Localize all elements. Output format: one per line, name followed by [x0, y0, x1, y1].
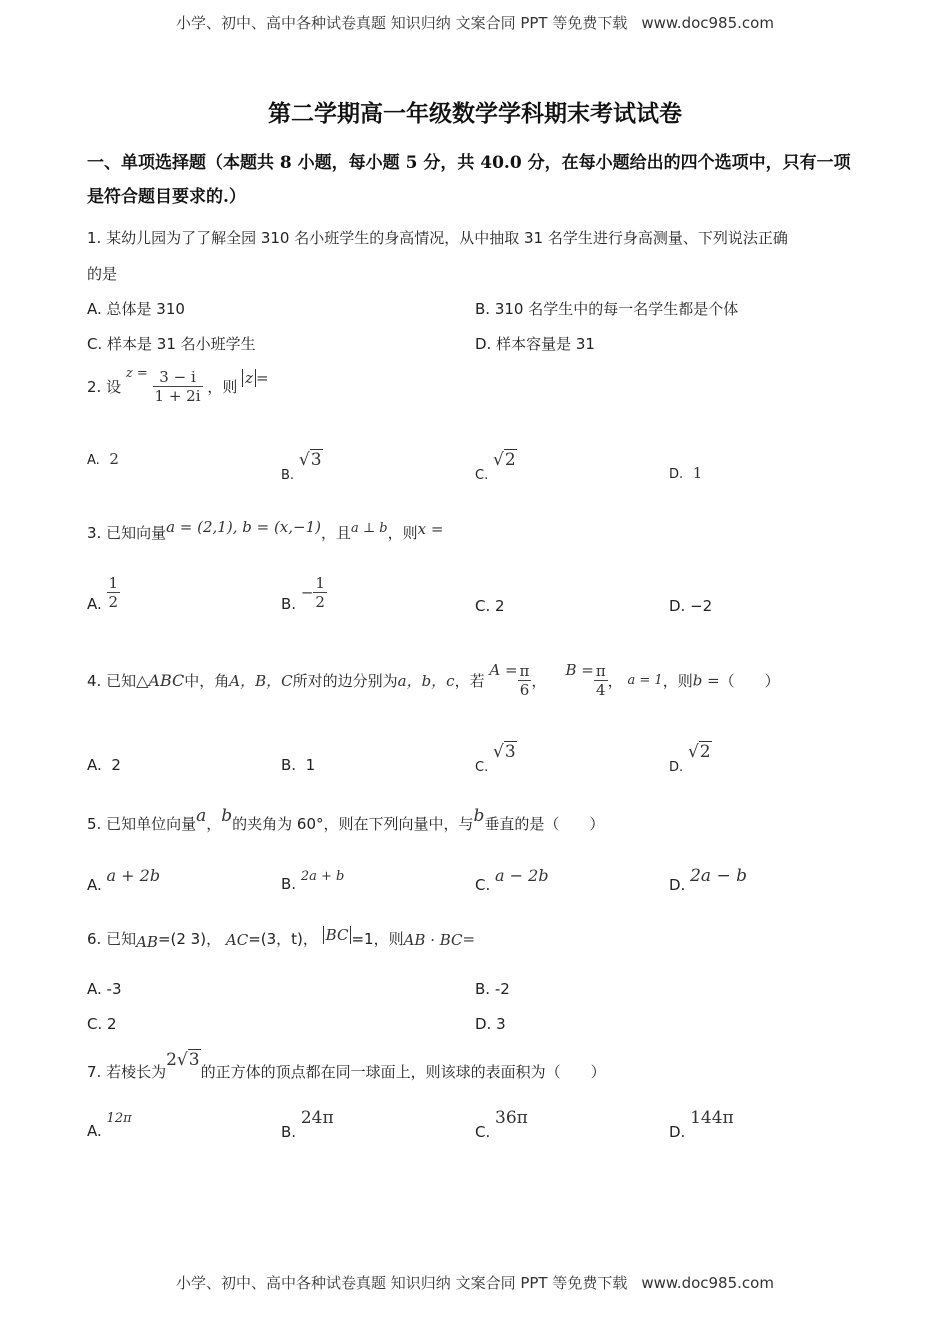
page-title: 第二学期高一年级数学学科期末考试试卷: [268, 100, 682, 127]
q5-b: b: [221, 806, 233, 826]
q3-stem: [87, 518, 444, 543]
q1-option-c: C. 样本是 31 名小班学生: [87, 335, 256, 353]
q5-a-value: a + 2b: [106, 866, 161, 885]
q3-mid2: ，则: [387, 524, 418, 542]
footer-text: 小学、初中、高中各种试卷真题 知识归纳 文案合同 PPT 等免费下载: [176, 1274, 628, 1292]
q3-vectors: a = (2,1), b = (x,−1): [166, 518, 321, 536]
q6-eq: =: [462, 930, 476, 948]
q4-d-radicand: 2: [699, 742, 711, 762]
q4-B-den: 4: [596, 681, 606, 699]
q2-a-label: A.: [87, 453, 100, 468]
q2-b-sqrt: √3: [298, 450, 322, 470]
q7-option-c: [475, 1108, 528, 1141]
q4-A-den: 6: [519, 681, 530, 699]
q2-z: z =: [125, 366, 148, 381]
q6-dot-product: AB · BC: [403, 931, 463, 949]
q3-mid: ，且: [321, 524, 352, 542]
q6-stem: [87, 928, 475, 949]
q4-c-label: C.: [475, 760, 489, 775]
q4-B: B =: [565, 661, 594, 679]
q1-option-a: A. 总体是 310: [87, 300, 185, 318]
q4-option-b: [281, 756, 315, 774]
q4-b-label: B.: [281, 756, 297, 774]
q2-mid: ，则: [207, 378, 238, 396]
q5-a: a: [196, 806, 207, 826]
q4-triangle: △ABC: [136, 671, 185, 690]
q7-prefix: 7. 若棱长为: [87, 1063, 167, 1081]
q5-b-label: B.: [281, 875, 297, 893]
q7-b-label: B.: [281, 1123, 297, 1141]
q2-prefix: 2. 设: [87, 378, 122, 396]
q4-mid3: ，若: [454, 672, 485, 690]
q4-option-c: [475, 742, 517, 775]
q7-edge-sqrt: √3: [176, 1050, 200, 1070]
q6-AB: AB: [136, 933, 158, 951]
q5-c-label: C.: [475, 876, 491, 894]
q6-BC-value: =1，则: [351, 930, 404, 948]
q6-option-b: B. -2: [475, 980, 510, 998]
footer-site-link[interactable]: www.doc985.com: [641, 1274, 774, 1292]
section-heading: 一、单项选择题（本题共 8 小题，每小题 5 分，共 40.0 分，在每小题给出的四个选项中，只有一项是符合题目要求的.）: [87, 153, 851, 207]
q5-prefix: 5. 已知单位向量: [87, 815, 197, 833]
q5-a-label: A.: [87, 876, 102, 894]
header-text: 小学、初中、高中各种试卷真题 知识归纳 文案合同 PPT 等免费下载: [176, 14, 628, 32]
q5-option-a: [87, 866, 160, 894]
q7-c-label: C.: [475, 1123, 491, 1141]
q2-stem: [87, 366, 269, 405]
q2-option-d: [669, 464, 702, 482]
q7-stem: [87, 1050, 606, 1082]
q7-c-value: 36π: [495, 1108, 528, 1128]
q7-edge-radicand: 3: [188, 1050, 200, 1070]
q2-abs-z: z: [242, 369, 256, 387]
q4-d-label: D.: [669, 760, 684, 775]
q3-option-b: [281, 574, 327, 613]
q3-perp: a ⊥ b: [351, 521, 388, 536]
q6-option-c: C. 2: [87, 1015, 117, 1033]
q4-c-sqrt: √3: [493, 742, 516, 762]
q2-denominator: 1 + 2i: [154, 387, 201, 405]
q3-a-fraction: [107, 574, 121, 611]
q4-b: b =: [692, 671, 720, 690]
page-footer: [0, 1272, 950, 1293]
q5-option-d: [669, 866, 747, 894]
q3-a-den: 2: [108, 593, 119, 611]
q4-option-d: [669, 742, 712, 775]
q4-condition: a = 1: [627, 673, 663, 688]
q5-c-value: a − 2b: [495, 866, 549, 885]
q7-suffix: 的正方体的顶点都在同一球面上，则该球的表面积为（ ）: [200, 1063, 606, 1081]
q5-b-value: 2a + b: [300, 869, 345, 884]
q4-option-a: [87, 756, 121, 774]
q4-d-sqrt: √2: [687, 742, 711, 762]
q4-A: A =: [489, 661, 518, 679]
q7-option-a: [87, 1108, 132, 1140]
q3-x: x =: [417, 520, 444, 538]
q1-stem-line2: 的是: [87, 265, 118, 283]
q6-BC: BC: [323, 926, 352, 944]
q5-stem: [87, 806, 604, 834]
q3-b-sign: −: [300, 583, 314, 602]
q6-AC: AC: [225, 931, 249, 949]
q3-b-label: B.: [281, 595, 297, 613]
q4-B-num: π: [595, 662, 606, 680]
q7-d-label: D.: [669, 1123, 686, 1141]
q7-a-value: 12π: [106, 1111, 132, 1126]
q2-fraction: [153, 368, 203, 405]
q4-then: ，则: [662, 672, 693, 690]
q6-option-d: D. 3: [475, 1015, 506, 1033]
q4-prefix: 4. 已知: [87, 672, 137, 690]
q2-option-b: [281, 450, 323, 483]
q2-numerator: 3 − i: [153, 368, 203, 387]
q3-a-label: A.: [87, 595, 102, 613]
q1-option-d: D. 样本容量是 31: [475, 335, 595, 353]
q2-option-c: [475, 450, 517, 483]
q3-b-fraction: [313, 574, 327, 611]
q6-option-a: A. -3: [87, 980, 122, 998]
q5-option-b: [281, 866, 344, 893]
page-header: [0, 12, 950, 33]
q6-AB-value: =(2 3)，: [157, 930, 222, 948]
q5-option-c: [475, 866, 549, 894]
q2-option-a: [87, 450, 119, 468]
q3-prefix: 3. 已知向量: [87, 524, 167, 542]
q2-a-value: 2: [109, 450, 119, 468]
q6-AC-value: =(3，t)，: [248, 930, 318, 948]
q4-stem: 4. 已知△ABC中，角A，B，C所对的边分别为a，b，c，若 A = $\frac{\pi}{6}$ ， B = $\frac{\pi}{4}$ ， a = 1，则b =（ ）: [87, 661, 780, 699]
q2-c-sqrt: √2: [493, 450, 516, 470]
q2-c-radicand: 2: [504, 450, 516, 470]
q4-A-num: π: [519, 662, 530, 680]
q3-option-c: C. 2: [475, 597, 505, 615]
q4-c-radicand: 3: [504, 742, 516, 762]
q3-option-d: D. −2: [669, 597, 713, 615]
q5-sep: ，: [206, 815, 222, 833]
q2-c-label: C.: [475, 468, 489, 483]
q3-a-num: 1: [108, 574, 119, 592]
q7-b-value: 24π: [300, 1108, 334, 1128]
q4-mid2: 所对的边分别为: [292, 672, 398, 690]
q5-d-label: D.: [669, 876, 686, 894]
q4-a-value: 2: [111, 756, 121, 774]
q4-sides: a，b，c: [397, 672, 455, 690]
q4-A-fraction: [518, 662, 532, 699]
q4-b-value: 1: [305, 756, 316, 774]
q4-B-fraction: [594, 662, 608, 699]
q5-d-value: 2a − b: [690, 866, 747, 886]
header-site-link[interactable]: www.doc985.com: [641, 14, 774, 32]
q6-prefix: 6. 已知: [87, 930, 137, 948]
q5-suffix: 垂直的是（ ）: [484, 815, 605, 833]
q3-b-num: 1: [315, 574, 325, 592]
q1-stem-line1: 1. 某幼儿园为了了解全园 310 名小班学生的身高情况，从中抽取 31 名学生进行身高测量、下列说法正确: [87, 229, 788, 247]
q2-d-value: 1: [692, 464, 703, 482]
q4-mid: 中，角: [184, 672, 230, 690]
q5-mid: 的夹角为 60°，则在下列向量中，与: [232, 815, 474, 833]
q4-a-label: A.: [87, 756, 102, 774]
q7-edge-coef: 2: [166, 1050, 177, 1070]
q7-a-label: A.: [87, 1122, 102, 1140]
q2-d-label: D.: [669, 467, 684, 482]
q2-b-radicand: 3: [310, 450, 322, 470]
q2-b-label: B.: [281, 468, 295, 483]
q5-b2: b: [473, 806, 485, 826]
q4-paren: （ ）: [719, 672, 780, 690]
q4-angles: A，B，C: [229, 672, 293, 690]
q2-eq: =: [256, 369, 269, 387]
q3-b-den: 2: [315, 593, 325, 611]
q7-option-d: [669, 1108, 734, 1141]
q7-d-value: 144π: [690, 1108, 734, 1128]
q7-option-b: [281, 1108, 334, 1141]
q3-option-a: [87, 574, 120, 613]
q1-option-b: B. 310 名学生中的每一名学生都是个体: [475, 300, 739, 318]
